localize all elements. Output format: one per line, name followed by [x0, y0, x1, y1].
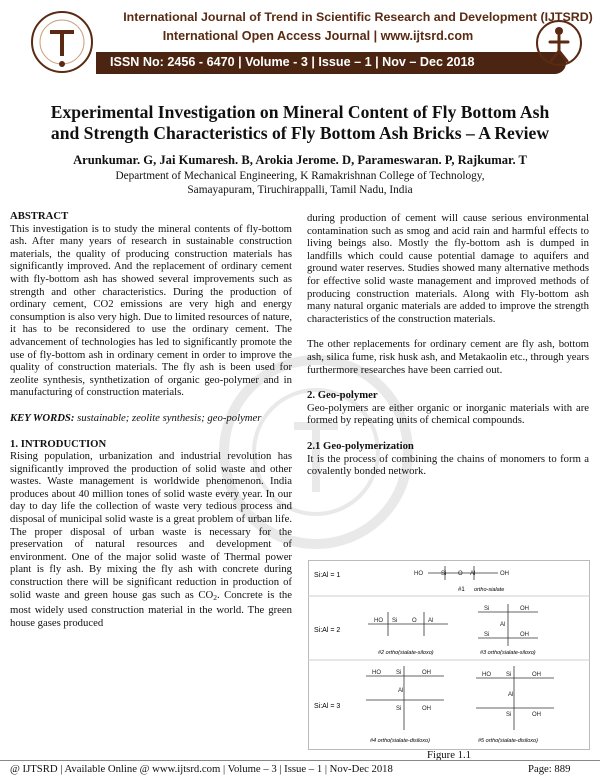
paper-authors: Arunkumar. G, Jai Kumaresh. B, Arokia Jerome. D, Parameswaran. P, Rajkumar. T: [73, 153, 527, 167]
abstract-text: This investigation is to study the mineral contents of fly-bottom ash. After many years of research in sustainable construction materials, the quality of producing construction materials has significantly improved. And the replacement of ordinary cement with fly-bottom ash has showed several improvements such as strength and other characteristics. During the production of ordinary cement, CO2 emissions are very high and energy consumption is also very high. Due to limited resources of nature, it has to be reconsidered to use the ordinary cement. The advancement of technologies has led to significantly promote the use of fly-bottom ash in ordinary cement in order to improve the quality of construction materials. The fly ash is been used for zeolite synthesis, synthetization of organic geo-polymer and in manufacturing of construction materials.: [10, 222, 292, 399]
svg-text:HO: HO: [482, 672, 491, 678]
journal-header: [0, 0, 600, 86]
open-access-logo-icon: [534, 18, 584, 68]
paper-title: [20, 102, 580, 144]
ratio-label-3: Si:Al = 3: [314, 703, 341, 710]
svg-text:OH: OH: [422, 670, 431, 676]
svg-text:Al: Al: [508, 692, 514, 698]
left-column: [10, 210, 292, 629]
journal-access: International Open Access Journal | www.ijtsrd.com: [162, 29, 474, 43]
caption-1a: #1: [458, 587, 465, 593]
svg-text:Si: Si: [506, 672, 512, 678]
paper-title-line2: and Strength Characteristics of Fly Bottom Ash Bricks – A Review: [50, 123, 550, 143]
caption-3b: #5 ortho(sialate-disiloxo): [478, 738, 538, 744]
svg-text:OH: OH: [500, 571, 509, 577]
svg-text:Al: Al: [428, 618, 434, 624]
caption-1b: ortho-sialate: [474, 587, 505, 593]
right-para1: during production of cement will cause serious environmental contamination such as smog and acid rain and harmful effects to living beings also. Mostly the fly-bottom ash is dumped in landfills which could cause potential damage to aquifers and ground water reserves. Studies showed many alternative methods for effective solid waste management and improved methods of producing construction materials. Along with Fly-bottom ash many natural organic materials are added to improve the strength characteristics of the construction materials.: [307, 212, 589, 325]
intro-text-tail: . Concrete is the most widely used construction material in the world. The green house gases produced: [10, 588, 293, 629]
keywords-label: KEY WORDS:: [10, 411, 75, 424]
svg-text:OH: OH: [422, 706, 431, 712]
caption-3a: #4 ortho(sialate-disiloxo): [370, 738, 430, 744]
ratio-label-1: Si:Al = 1: [314, 572, 341, 579]
svg-text:OH: OH: [520, 606, 529, 612]
figure-caption: Figure 1.1: [427, 749, 471, 761]
geo-text: Geo-polymers are either organic or inorganic materials with are formed by repeating units of chemical compounds.: [307, 401, 589, 427]
svg-text:Si: Si: [396, 670, 402, 676]
right-para2: The other replacements for ordinary cement are fly ash, bottom ash, silica fume, risk husk ash, and Metakaolin etc., through years furthermore researches have been carried out.: [307, 338, 589, 376]
page-number: Page: 889: [528, 763, 571, 775]
geoz-heading: 2.1 Geo-polymerization: [307, 439, 414, 452]
intro-text: [10, 450, 292, 629]
svg-text:OH: OH: [532, 672, 541, 678]
svg-text:Al: Al: [398, 688, 404, 694]
co2-base: CO: [198, 588, 214, 601]
intro-text-main: Rising population, urbanization and industrial revolution has significantly improved the production of solid waste and other wastes. Waste management is worldwide phenomenon. India produces about 40 million tones of solid waste every year. In our day to day life the collection of waste very tedious process and disposal of municipal solid waste is a great problem of urban life. The proper disposal of urban waste is necessary for the preservation of natural resources and development of environment. One of the major solid waste of Thermal power plant is fly ash. By mixing the fly ash with concrete during construction there will be significant reduction in production of solid waste and green house gas such as: [10, 450, 292, 601]
journal-name: International Journal of Trend in Scientific Research and Development (IJTSRD): [123, 10, 593, 24]
ratio-label-2: Si:Al = 2: [314, 627, 341, 634]
svg-text:Si: Si: [484, 632, 490, 638]
abstract-heading: ABSTRACT: [10, 210, 69, 222]
right-column: [307, 212, 589, 478]
issn-text: ISSN No: 2456 - 6470 | Volume - 3 | Issue – 1 | Nov – Dec 2018: [110, 55, 475, 69]
caption-2a: #2 ortho(sialate-siloxo): [378, 650, 434, 656]
co2-sub: 2: [213, 592, 217, 602]
svg-text:Al: Al: [500, 622, 506, 628]
keywords-text: sustainable; zeolite synthesis; geo-polymer: [77, 411, 262, 424]
svg-text:OH: OH: [532, 712, 541, 718]
svg-text:OH: OH: [520, 632, 529, 638]
svg-text:HO: HO: [374, 618, 383, 624]
svg-text:O: O: [412, 618, 417, 624]
svg-text:Si: Si: [396, 706, 402, 712]
svg-text:HO: HO: [372, 670, 381, 676]
svg-text:Al: Al: [470, 571, 476, 577]
affiliation-line1: Department of Mechanical Engineering, K Ramakrishnan College of Technology,: [115, 170, 485, 182]
footer-citation: @ IJTSRD | Available Online @ www.ijtsrd.com | Volume – 3 | Issue – 1 | Nov-Dec 2018: [10, 763, 393, 775]
caption-2b: #3 ortho(sialate-siloxo): [480, 650, 536, 656]
svg-text:Si: Si: [506, 712, 512, 718]
geo-heading: 2. Geo-polymer: [307, 389, 378, 402]
svg-text:Si: Si: [484, 606, 490, 612]
svg-text:Si: Si: [441, 571, 447, 577]
geoz-text: It is the process of combining the chains of monomers to form a covalently bonded network.: [307, 452, 589, 478]
geopolymer-structure-figure: [308, 560, 590, 750]
affiliation-line2: Samayapuram, Tiruchirappalli, Tamil Nadu, India: [187, 184, 413, 196]
svg-text:O: O: [458, 571, 463, 577]
intro-heading: 1. INTRODUCTION: [10, 437, 107, 450]
keywords: [10, 412, 292, 425]
svg-text:HO: HO: [414, 571, 423, 577]
paper-title-line1: Experimental Investigation on Mineral Content of Fly Bottom Ash: [50, 102, 550, 122]
svg-text:Si: Si: [392, 618, 398, 624]
